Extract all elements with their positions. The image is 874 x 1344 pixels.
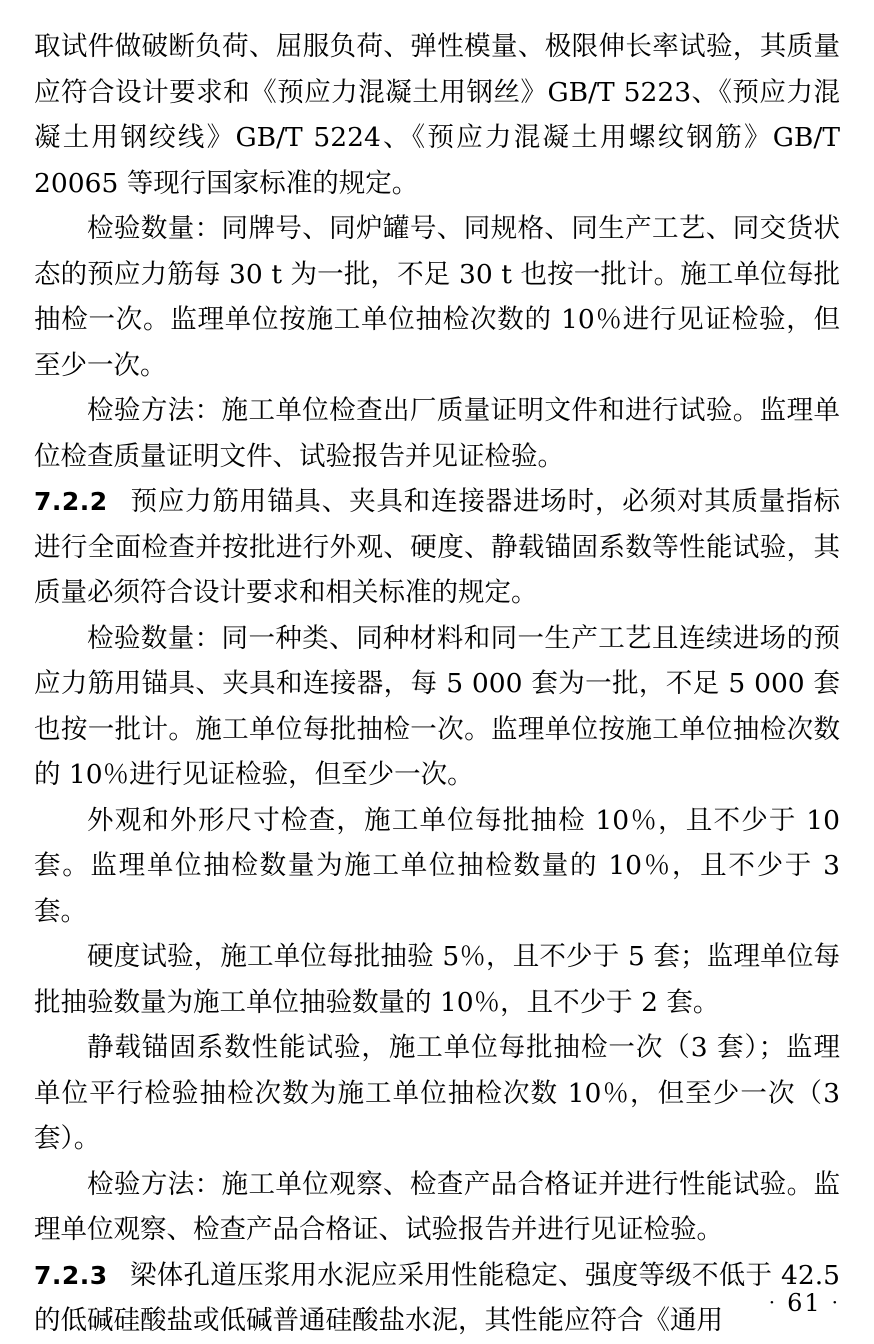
footer-dot-left: ·	[768, 1290, 778, 1314]
clause-7-2-2	[34, 479, 840, 616]
page-number: 61	[787, 1289, 822, 1317]
clause-number-7-2-3: 7.2.3	[34, 1260, 108, 1290]
page-body	[34, 24, 840, 1344]
clause-text-7-2-3: 梁体孔道压浆用水泥应采用性能稳定、强度等级不低于 42.5 的低碱硅酸盐或低碱普通硅酸盐水泥，其性能应符合《通用	[34, 1259, 840, 1336]
paragraph-static-anchorage-test: 静载锚固系数性能试验，施工单位每批抽检一次（3 套）；监理单位平行检验抽检次数为施工单位抽检次数 10％，但至少一次（3 套）。	[34, 1032, 840, 1154]
clause-number-7-2-2: 7.2.2	[34, 487, 108, 516]
clause-text-7-2-2: 预应力筋用锚具、夹具和连接器进场时，必须对其质量指标进行全面检查并按批进行外观、硬度、静载锚固系数等性能试验，其质量必须符合设计要求和相关标准的规定。	[34, 486, 840, 608]
paragraph-inspection-quantity-1: 检验数量：同牌号、同炉罐号、同规格、同生产工艺、同交货状态的预应力筋每 30 t 为一批，不足 30 t 也按一批计。施工单位每批抽检一次。监理单位按施工单位抽检次数的 10％进行见证检验，但至少一次。	[34, 213, 840, 381]
paragraph-appearance-check: 外观和外形尺寸检查，施工单位每批抽检 10％，且不少于 10 套。监理单位抽检数量为施工单位抽检数量的 10％，且不少于 3 套。	[34, 804, 840, 927]
paragraph-hardness-test: 硬度试验，施工单位每批抽验 5％，且不少于 5 套；监理单位每批抽验数量为施工单位抽验数量的 10％，且不少于 2 套。	[34, 941, 840, 1018]
paragraph-inspection-quantity-2: 检验数量：同一种类、同种材料和同一生产工艺且连续进场的预应力筋用锚具、夹具和连接器，每 5 000 套为一批，不足 5 000 套也按一批计。施工单位每批抽检一次。监理单位按施工单位抽检次数的 10％进行见证检验，但至少一次。	[34, 622, 840, 790]
paragraph-inspection-method-2: 检验方法：施工单位观察、检查产品合格证并进行性能试验。监理单位观察、检查产品合格证、试验报告并进行见证检验。	[34, 1168, 840, 1245]
paragraph-inspection-method-1: 检验方法：施工单位检查出厂质量证明文件和进行试验。监理单位检查质量证明文件、试验报告并见证检验。	[34, 395, 840, 472]
footer-dot-right: ·	[831, 1290, 840, 1314]
paragraph-continued-top: 取试件做破断负荷、屈服负荷、弹性模量、极限伸长率试验，其质量应符合设计要求和《预应力混凝土用钢丝》GB/T 5223、《预应力混凝土用钢绞线》GB/T 5224、《预应力混凝土用螺纹钢筋》GB/T 20065 等现行国家标准的规定。	[34, 31, 840, 199]
page-footer	[0, 1289, 840, 1317]
